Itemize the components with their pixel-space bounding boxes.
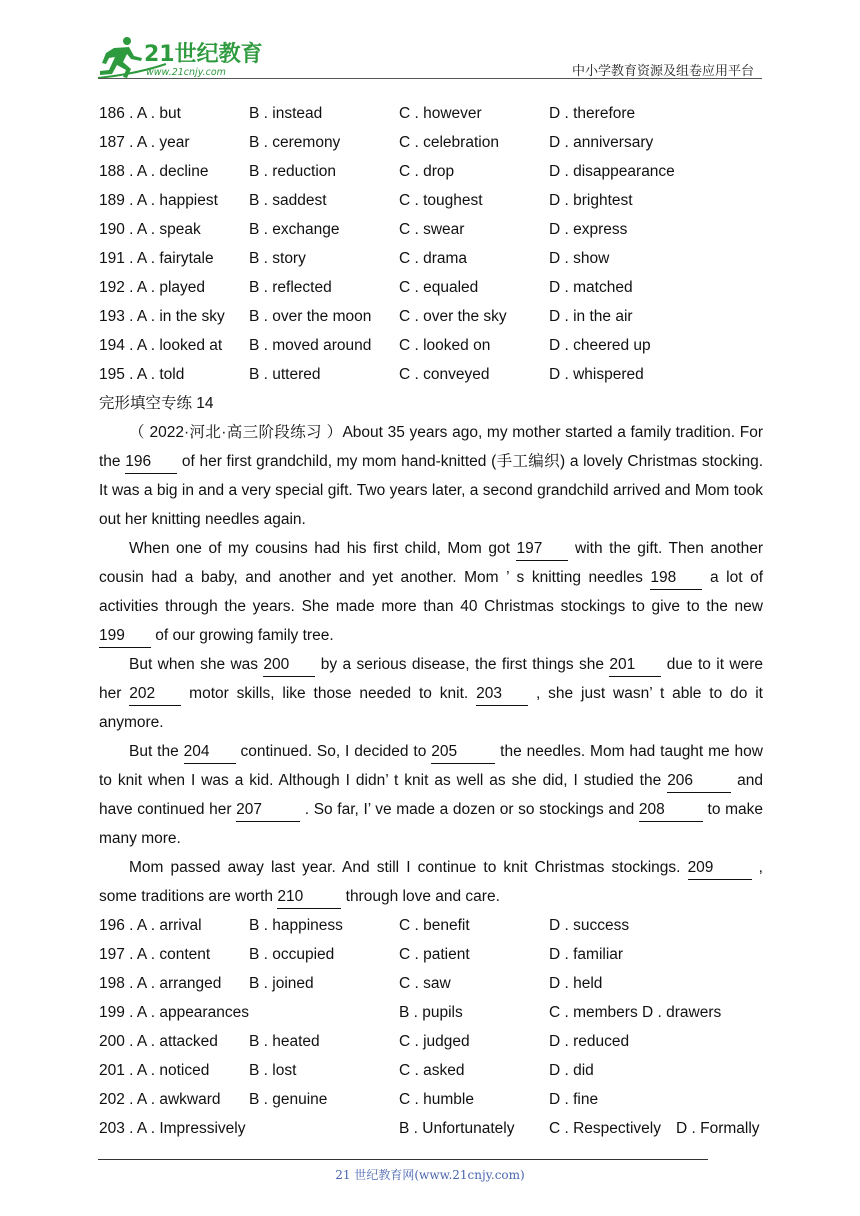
blank-207: 207: [236, 799, 300, 822]
option-row: 198 . A . arranged B . joined C . saw D . held: [99, 975, 603, 992]
option-row: 193 . A . in the sky B . over the moon C . over the sky D . in the air: [99, 308, 633, 325]
blank-196: 196: [125, 451, 177, 474]
header-divider: [98, 78, 762, 79]
passage: [99, 418, 763, 911]
option-row: 194 . A . looked at B . moved around C . looked on D . cheered up: [99, 337, 651, 354]
option-row: 187 . A . year B . ceremony C . celebration D . anniversary: [99, 134, 654, 151]
blank-197: 197: [516, 538, 568, 561]
option-row: 186 . A . but B . instead C . however D . therefore: [99, 105, 636, 122]
options-list-196-203: [99, 911, 763, 1143]
option-row: 190 . A . speak B . exchange C . swear D . express: [99, 221, 628, 238]
blank-198: 198: [650, 567, 702, 590]
logo: [96, 34, 266, 80]
option-row: 201 . A . noticed B . lost C . asked D . did: [99, 1062, 594, 1079]
blank-202: 202: [129, 683, 181, 706]
section-title: 完形填空专练 14: [99, 395, 214, 412]
footer: 21 世纪教育网(www.21cnjy.com): [335, 1168, 525, 1182]
logo-text: 21世纪教育: [144, 42, 263, 67]
blank-200: 200: [263, 654, 315, 677]
option-row: 199 . A . appearances B . pupils C . members D . drawers: [99, 1004, 722, 1021]
option-row: 200 . A . attacked B . heated C . judged D . reduced: [99, 1033, 630, 1050]
option-row: 192 . A . played B . reflected C . equaled D . matched: [99, 279, 633, 296]
option-row: 196 . A . arrival B . happiness C . benefit D . success: [99, 917, 630, 934]
option-row: 188 . A . decline B . reduction C . drop D . disappearance: [99, 163, 675, 180]
blank-201: 201: [609, 654, 661, 677]
blank-206: 206: [667, 770, 731, 793]
paragraph-1: （ 2022·河北·高三阶段练习 ）About 35 years ago, my mother started a family tradition. For the 196 of her first grandchild, my mom hand-knitted (手工编织) a lovely Christmas stocking. It was a big in and a very special gift. Two years later, a second grandchild arrived and Mom took out her knitting needles again.: [99, 424, 763, 528]
blank-210: 210: [277, 886, 341, 909]
blank-208: 208: [639, 799, 703, 822]
blank-199: 199: [99, 625, 151, 648]
page-header: [0, 0, 860, 90]
logo-url: www.21cnjy.com: [146, 67, 226, 78]
paragraph-2: When one of my cousins had his first child, Mom got 197 with the gift. Then another cousin had a baby, and another and yet another. Mom ’ s knitting needles 198 a lot of activities through the years. She made more than 40 Christmas stockings to give to the new 199 of our growing family tree.: [99, 534, 763, 650]
options-list-186-195: [99, 99, 763, 389]
paragraph-4: But the 204 continued. So, I decided to 205 the needles. Mom had taught me how to knit when I was a kid. Although I didn’ t knit as well as she did, I studied the 206 and have continued her 207 . So far, I’ ve made a dozen or so stockings and 208 to make many more.: [99, 743, 763, 847]
page-content: [99, 99, 763, 1143]
option-row: 191 . A . fairytale B . story C . drama D . show: [99, 250, 610, 267]
blank-205: 205: [431, 741, 495, 764]
blank-209: 209: [688, 857, 752, 880]
paragraph-3: But when she was 200 by a serious disease, the first things she 201 due to it were her 202 motor skills, like those needed to knit. 203 , she just wasn’ t able to do it anymore.: [99, 656, 763, 731]
option-row: 203 . A . Impressively B . Unfortunately C . Respectively D . Formally: [99, 1120, 760, 1137]
option-row: 195 . A . told B . uttered C . conveyed D . whispered: [99, 366, 644, 383]
blank-203: 203: [476, 683, 528, 706]
footer-divider: [98, 1159, 708, 1160]
blank-204: 204: [184, 741, 236, 764]
option-row: 189 . A . happiest B . saddest C . toughest D . brightest: [99, 192, 633, 209]
option-row: 197 . A . content B . occupied C . patient D . familiar: [99, 946, 624, 963]
paragraph-5: Mom passed away last year. And still I continue to knit Christmas stockings. 209 , some traditions are worth 210 through love and care.: [99, 853, 763, 911]
option-row: 202 . A . awkward B . genuine C . humble D . fine: [99, 1091, 599, 1108]
site-title: 中小学教育资源及组卷应用平台: [571, 64, 754, 79]
